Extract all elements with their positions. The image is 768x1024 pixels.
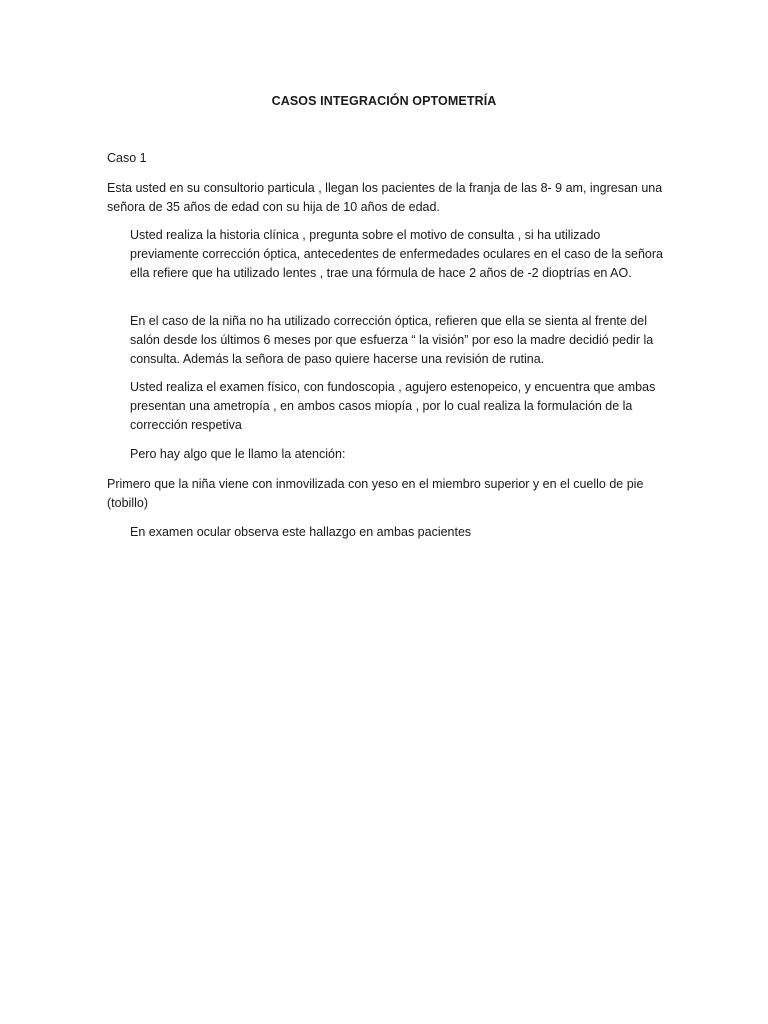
paragraph-first-finding: Primero que la niña viene con inmovilizada con yeso en el miembro superior y en el cuello de pie (tobillo): [107, 477, 644, 510]
document-title: CASOS INTEGRACIÓN OPTOMETRÍA: [271, 94, 497, 108]
paragraph-exam: Usted realiza el examen físico, con fundoscopia , agujero estenopeico, y encuentra que ambas presentan una ametropía , en ambos casos miopía , por lo cual realiza la formulación de la corrección respetiva: [130, 380, 656, 432]
paragraph-girl-case: En el caso de la niña no ha utilizado corrección óptica, refieren que ella se sienta al frente del salón desde los últimos 6 meses por que esfuerza “ la visión” por eso la madre decidió pedir la consulta. Además la señora de paso quiere hacerse una revisión de rutina.: [130, 314, 654, 366]
paragraph-ocular-exam: En examen ocular observa este hallazgo en ambas pacientes: [130, 525, 472, 539]
case-heading: Caso 1: [107, 151, 147, 165]
paragraph-history: Usted realiza la historia clínica , pregunta sobre el motivo de consulta , si ha utilizado previamente corrección óptica, antecedentes de enfermedades oculares en el caso de la señora ella refiere que ha utilizado lentes , trae una fórmula de hace 2 años de -2 dioptrías en AO.: [130, 228, 663, 280]
paragraph-attention: Pero hay algo que le llamo la atención:: [130, 447, 346, 461]
paragraph-intro: Esta usted en su consultorio particula , llegan los pacientes de la franja de las 8- 9 am, ingresan una señora de 35 años de edad con su hija de 10 años de edad.: [107, 181, 663, 214]
